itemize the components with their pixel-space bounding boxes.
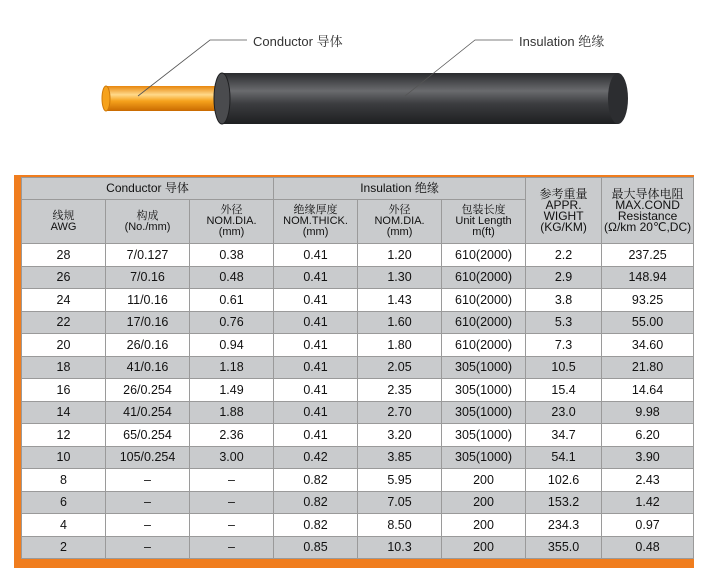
conductor-core xyxy=(104,86,229,111)
cell-construction: 7/0.16 xyxy=(106,266,190,289)
cell-construction: 105/0.254 xyxy=(106,446,190,469)
cell-thick: 0.41 xyxy=(274,311,358,334)
cell-length: 305(1000) xyxy=(442,379,526,402)
cell-resistance: 1.42 xyxy=(602,491,694,514)
cell-ins-dia: 1.30 xyxy=(358,266,442,289)
header-awg xyxy=(22,200,106,244)
cell-weight: 10.5 xyxy=(526,356,602,379)
cell-cond-dia: – xyxy=(190,536,274,559)
header-weight-unit: (KG/KM) xyxy=(540,219,587,234)
cell-weight: 102.6 xyxy=(526,469,602,492)
cell-awg: 24 xyxy=(22,289,106,312)
table-row xyxy=(22,266,694,289)
group-header-conductor: Conductor 导体 xyxy=(22,178,274,200)
cell-weight: 3.8 xyxy=(526,289,602,312)
cell-construction: 41/0.254 xyxy=(106,401,190,424)
cell-cond-dia: 1.88 xyxy=(190,401,274,424)
cell-weight: 2.9 xyxy=(526,266,602,289)
cell-awg: 14 xyxy=(22,401,106,424)
header-weight-cn: 参考重量 xyxy=(539,186,588,201)
cell-length: 305(1000) xyxy=(442,446,526,469)
cell-cond-dia: 0.38 xyxy=(190,244,274,267)
header-cond-dia-unit: (mm) xyxy=(218,226,245,238)
header-ins-dia xyxy=(358,200,442,244)
insulation-label: Insulation 绝缘 xyxy=(519,34,605,49)
header-length-en: Unit Length xyxy=(455,215,512,227)
cell-length: 200 xyxy=(442,514,526,537)
table-row xyxy=(22,424,694,447)
header-awg-cn: 线规 xyxy=(52,209,75,222)
spec-table-frame xyxy=(14,175,694,568)
insulation-end-left xyxy=(214,73,230,124)
cell-construction: – xyxy=(106,491,190,514)
cell-ins-dia: 1.43 xyxy=(358,289,442,312)
cell-weight: 234.3 xyxy=(526,514,602,537)
cell-resistance: 0.48 xyxy=(602,536,694,559)
cell-construction: 65/0.254 xyxy=(106,424,190,447)
cell-weight: 355.0 xyxy=(526,536,602,559)
cell-awg: 10 xyxy=(22,446,106,469)
cell-resistance: 6.20 xyxy=(602,424,694,447)
table-row xyxy=(22,311,694,334)
cell-thick: 0.82 xyxy=(274,491,358,514)
header-thick-cn: 绝缘厚度 xyxy=(293,204,338,216)
cell-weight: 2.2 xyxy=(526,244,602,267)
cell-length: 305(1000) xyxy=(442,356,526,379)
cell-resistance: 93.25 xyxy=(602,289,694,312)
cell-resistance: 237.25 xyxy=(602,244,694,267)
cell-awg: 26 xyxy=(22,266,106,289)
cell-ins-dia: 1.20 xyxy=(358,244,442,267)
cell-length: 200 xyxy=(442,469,526,492)
cell-length: 610(2000) xyxy=(442,311,526,334)
cell-ins-dia: 10.3 xyxy=(358,536,442,559)
table-row xyxy=(22,379,694,402)
header-weight-en2: WIGHT xyxy=(543,208,584,223)
cell-cond-dia: 0.61 xyxy=(190,289,274,312)
header-thick-en: NOM.THICK. xyxy=(283,215,348,227)
cell-construction: 17/0.16 xyxy=(106,311,190,334)
group-header-insulation: Insulation 绝缘 xyxy=(274,178,526,200)
header-length-unit: m(ft) xyxy=(472,226,495,238)
cell-ins-dia: 3.20 xyxy=(358,424,442,447)
cell-construction: – xyxy=(106,514,190,537)
cell-ins-dia: 2.70 xyxy=(358,401,442,424)
cell-thick: 0.41 xyxy=(274,379,358,402)
insulation-jacket xyxy=(222,73,618,124)
header-awg-en: AWG xyxy=(50,220,77,233)
cell-awg: 28 xyxy=(22,244,106,267)
cell-resistance: 3.90 xyxy=(602,446,694,469)
header-ins-dia-en: NOM.DIA. xyxy=(374,215,425,227)
cell-weight: 54.1 xyxy=(526,446,602,469)
cell-resistance: 14.64 xyxy=(602,379,694,402)
cell-length: 200 xyxy=(442,491,526,514)
cell-ins-dia: 1.60 xyxy=(358,311,442,334)
cell-resistance: 0.97 xyxy=(602,514,694,537)
cell-awg: 16 xyxy=(22,379,106,402)
table-row xyxy=(22,401,694,424)
cell-length: 200 xyxy=(442,536,526,559)
cell-length: 610(2000) xyxy=(442,266,526,289)
cell-thick: 0.41 xyxy=(274,356,358,379)
cell-ins-dia: 3.85 xyxy=(358,446,442,469)
header-cond-dia xyxy=(190,200,274,244)
header-length xyxy=(442,200,526,244)
cell-cond-dia: 0.94 xyxy=(190,334,274,357)
cell-thick: 0.41 xyxy=(274,289,358,312)
header-construction-unit: (No./mm) xyxy=(124,220,171,233)
cell-awg: 12 xyxy=(22,424,106,447)
cell-cond-dia: 2.36 xyxy=(190,424,274,447)
cell-cond-dia: 0.76 xyxy=(190,311,274,334)
cell-thick: 0.85 xyxy=(274,536,358,559)
cell-weight: 7.3 xyxy=(526,334,602,357)
table-row xyxy=(22,514,694,537)
header-resistance-en2: Resistance xyxy=(617,208,678,223)
cell-weight: 15.4 xyxy=(526,379,602,402)
cell-weight: 153.2 xyxy=(526,491,602,514)
header-thick xyxy=(274,200,358,244)
header-resistance-cn: 最大导体电阻 xyxy=(611,186,684,201)
cell-ins-dia: 7.05 xyxy=(358,491,442,514)
cell-thick: 0.42 xyxy=(274,446,358,469)
table-row xyxy=(22,334,694,357)
cell-awg: 20 xyxy=(22,334,106,357)
cell-length: 610(2000) xyxy=(442,244,526,267)
cell-thick: 0.41 xyxy=(274,401,358,424)
cell-resistance: 148.94 xyxy=(602,266,694,289)
header-construction-cn: 构成 xyxy=(136,209,159,222)
header-resistance-unit: (Ω/km 20℃,DC) xyxy=(604,219,692,234)
conductor-label: Conductor 导体 xyxy=(253,34,343,49)
cell-length: 305(1000) xyxy=(442,401,526,424)
cell-weight: 5.3 xyxy=(526,311,602,334)
cell-construction: 7/0.127 xyxy=(106,244,190,267)
cell-awg: 4 xyxy=(22,514,106,537)
header-thick-unit: (mm) xyxy=(302,226,329,238)
cell-awg: 8 xyxy=(22,469,106,492)
cell-weight: 34.7 xyxy=(526,424,602,447)
header-cond-dia-en: NOM.DIA. xyxy=(206,215,257,227)
table-row xyxy=(22,244,694,267)
cell-ins-dia: 1.80 xyxy=(358,334,442,357)
cell-length: 610(2000) xyxy=(442,334,526,357)
cell-resistance: 21.80 xyxy=(602,356,694,379)
cell-resistance: 34.60 xyxy=(602,334,694,357)
cell-construction: 41/0.16 xyxy=(106,356,190,379)
cell-construction: 26/0.254 xyxy=(106,379,190,402)
cell-thick: 0.41 xyxy=(274,334,358,357)
cell-cond-dia: 1.49 xyxy=(190,379,274,402)
cell-ins-dia: 2.35 xyxy=(358,379,442,402)
table-row xyxy=(22,289,694,312)
cell-resistance: 55.00 xyxy=(602,311,694,334)
cell-weight: 23.0 xyxy=(526,401,602,424)
spec-table xyxy=(21,177,694,559)
header-resistance xyxy=(602,178,694,244)
table-row xyxy=(22,469,694,492)
cell-construction: – xyxy=(106,536,190,559)
cell-cond-dia: 0.48 xyxy=(190,266,274,289)
cell-construction: 26/0.16 xyxy=(106,334,190,357)
cell-cond-dia: – xyxy=(190,469,274,492)
header-ins-dia-unit: (mm) xyxy=(386,226,413,238)
cell-thick: 0.41 xyxy=(274,266,358,289)
conductor-end xyxy=(102,86,110,111)
wire-illustration xyxy=(0,0,710,170)
cell-ins-dia: 5.95 xyxy=(358,469,442,492)
header-weight xyxy=(526,178,602,244)
cell-awg: 22 xyxy=(22,311,106,334)
cell-cond-dia: – xyxy=(190,514,274,537)
cell-ins-dia: 8.50 xyxy=(358,514,442,537)
spec-table-body xyxy=(22,244,694,559)
cell-awg: 18 xyxy=(22,356,106,379)
cell-length: 305(1000) xyxy=(442,424,526,447)
cell-cond-dia: – xyxy=(190,491,274,514)
cell-cond-dia: 1.18 xyxy=(190,356,274,379)
cell-thick: 0.41 xyxy=(274,244,358,267)
header-construction xyxy=(106,200,190,244)
table-row xyxy=(22,356,694,379)
cell-construction: 11/0.16 xyxy=(106,289,190,312)
cell-thick: 0.41 xyxy=(274,424,358,447)
cell-thick: 0.82 xyxy=(274,469,358,492)
table-row xyxy=(22,536,694,559)
cell-awg: 6 xyxy=(22,491,106,514)
header-cond-dia-cn: 外径 xyxy=(220,204,243,216)
header-length-cn: 包装长度 xyxy=(461,204,506,216)
cell-resistance: 2.43 xyxy=(602,469,694,492)
cell-length: 610(2000) xyxy=(442,289,526,312)
insulation-end-right xyxy=(608,73,628,124)
header-ins-dia-cn: 外径 xyxy=(388,204,411,216)
cell-ins-dia: 2.05 xyxy=(358,356,442,379)
cell-cond-dia: 3.00 xyxy=(190,446,274,469)
cell-thick: 0.82 xyxy=(274,514,358,537)
header-resistance-en1: MAX.COND xyxy=(615,197,680,212)
header-weight-en1: APPR. xyxy=(545,197,582,212)
cell-awg: 2 xyxy=(22,536,106,559)
table-row xyxy=(22,446,694,469)
cell-construction: – xyxy=(106,469,190,492)
cell-resistance: 9.98 xyxy=(602,401,694,424)
table-row xyxy=(22,491,694,514)
